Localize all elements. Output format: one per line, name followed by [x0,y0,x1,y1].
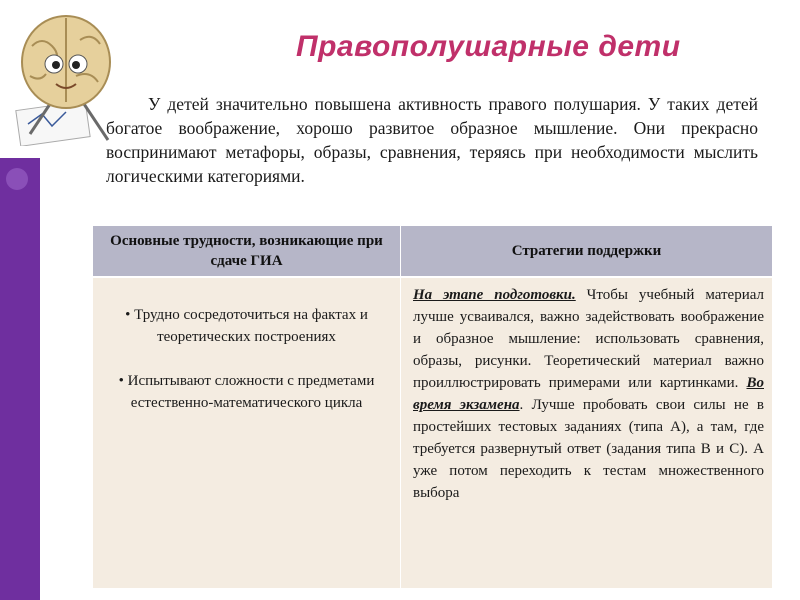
table-row [93,277,773,588]
decor-dot [6,168,28,190]
header-strategies: Стратегии поддержки [401,226,773,277]
strategies-cell [401,277,773,588]
difficulties-cell [93,277,401,588]
difficulty-item: • Испытывают сложности с предметами естественно-математического цикла [118,373,375,411]
phase-preparation-text: Чтобы учебный материал лучше усваивался, важно задействовать воображение и образное мышление: использовать сравнения, образы, рисунки. Теоретический материал важно проиллюстрировать примерами или картинками. [413,287,764,391]
table-header-row [93,226,773,277]
phase-exam-label: Во время экзамена [413,375,764,413]
intro-paragraph: У детей значительно повышена активность правого полушария. У таких детей богатое воображение, хорошо развитое образное мышление. Они прекрасно воспринимают метафоры, образы, сравнения, теряясь при необходимости мыслить логическими категориями. [106,94,758,186]
header-difficulties: Основные трудности, возникающие при сдаче ГИА [93,226,401,277]
difficulty-item: • Трудно сосредоточиться на фактах и теоретических построениях [125,307,368,345]
page-title: Правополушарные дети [296,30,681,63]
support-table [93,226,773,588]
phase-exam-text: . Лучше пробовать свои силы не в простейших тестовых заданиях (типа А), а там, где требуется развернутый ответ (задания типа В и С). А уже потом переходить к тестам множественного выбора [413,397,764,501]
phase-preparation-label: На этапе подготовки. [413,287,576,303]
accent-bar [0,158,40,600]
